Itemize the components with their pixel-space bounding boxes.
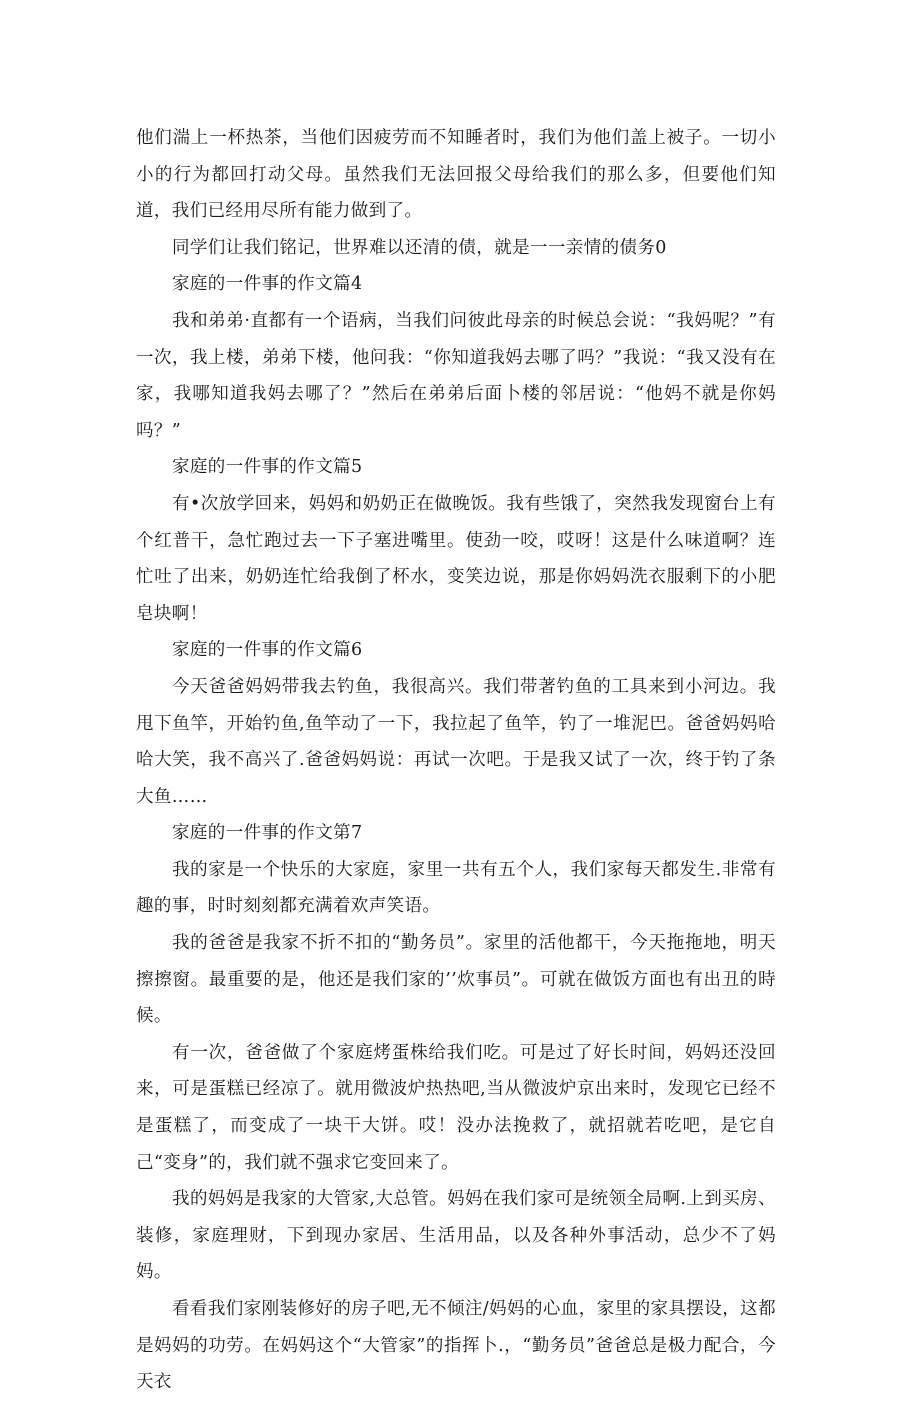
- section-heading: 家庭的一件事的作文篇5: [172, 457, 363, 478]
- section-heading: 家庭的一件事的作文篇4: [172, 274, 363, 295]
- paragraph: 今天爸爸妈妈带我去钓鱼，我很高兴。我们带著钓鱼的工具来到小河边。我甩下鱼竿，开始钓鱼,鱼竿动了一下，我拉起了鱼竿，钓了一堆泥巴。爸爸妈妈哈哈大笑，我不高兴了.爸爸妈妈说：再试一次吧。于是我又试了一次，终于钓了条大鱼……: [136, 676, 776, 807]
- paragraph: 我和弟弟·直都有一个语病，当我们问彼此母亲的时候总会说：“我妈呢？”有一次，我上楼，弟弟下楼，他问我：“你知道我妈去哪了吗？”我说：“我又没有在家，我哪知道我妈去哪了？”然后在弟弟后面卜楼的邻居说：“他妈不就是你妈吗？”: [136, 310, 777, 441]
- document-body: [136, 120, 776, 1401]
- section-heading: 家庭的一件事的作文篇6: [172, 640, 363, 661]
- paragraph: 我的妈妈是我家的大管家,大总管。妈妈在我们家可是统领全局啊.上到买房、装修，家庭理财，下到现办家居、生活用品，以及各种外事活动，总少不了妈妈。: [136, 1189, 776, 1283]
- paragraph: 有•次放学回来，妈妈和奶奶正在做晚饭。我有些饿了，突然我发现窗台上有个红普干，急忙跑过去一下子塞进嘴里。使劲一咬，哎呀！这是什么味道啊？连忙吐了出来，奶奶连忙给我倒了杯水，变笑边说，那是你妈妈洗衣服剩下的小肥皂块啊！: [136, 493, 776, 624]
- section-heading: 家庭的一件事的作文第7: [172, 823, 363, 844]
- paragraph: 有一次，爸爸做了个家庭烤蛋株给我们吃。可是过了好长时间，妈妈还没回来，可是蛋糕已经凉了。就用微波炉热热吧,当从微波炉京出来时，发现它已经不是蛋糕了，而变成了一块干大饼。哎！没办法挽救了，就招就若吃吧，是它自己“变身”的，我们就不强求它变回来了。: [136, 1042, 776, 1173]
- paragraph: 看看我们家刚装修好的房子吧,无不倾注/妈妈的心血，家里的家具摆设，这都是妈妈的功劳。在妈妈这个“大管家”的指挥卜.，“勤务员”爸爸总是极力配合，今天衣: [136, 1299, 776, 1393]
- paragraph: 我的爸爸是我家不折不扣的“勤务员”。家里的活他都干，今天拖拖地，明天擦擦窗。最重要的是，他还是我们家的’’炊事员”。可就在做饭方面也有出丑的時候。: [136, 933, 776, 1027]
- paragraph: 他们湍上一杯热茶，当他们因疲劳而不知睡者时，我们为他们盖上被子。一切小小的行为都回打动父母。虽然我们无法回报父母给我们的那么多，但要他们知道，我们已经用尽所有能力做到了。: [136, 128, 776, 222]
- paragraph: 同学们让我们铭记，世界难以还清的债，就是一一亲情的债务0: [172, 237, 667, 258]
- paragraph: 我的家是一个快乐的大家庭，家里一共有五个人，我们家每天都发生.非常有趣的事，时时刻刻都充满着欢声笑语。: [136, 859, 776, 917]
